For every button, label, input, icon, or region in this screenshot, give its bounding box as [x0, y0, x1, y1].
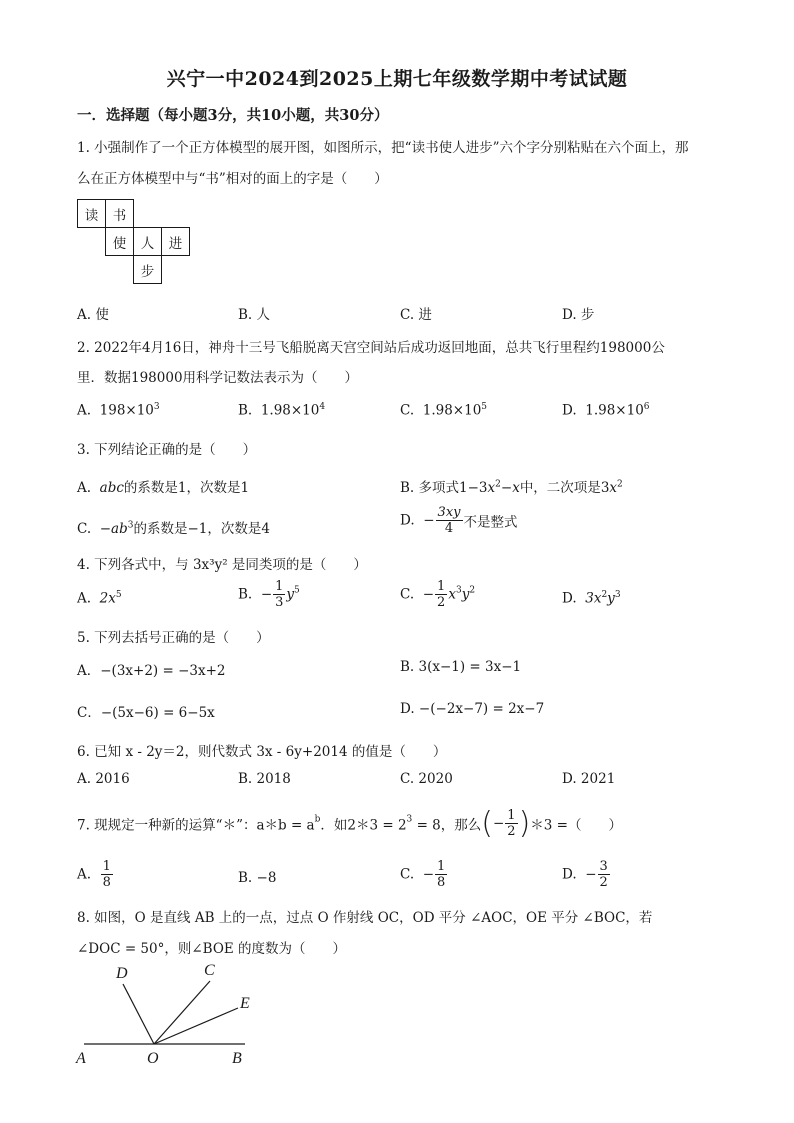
q4-option-c[interactable]: C. − $\frac{1}{2}$ $x^3y^2$: [400, 579, 476, 610]
net-cell: 使: [105, 227, 134, 256]
q4-option-b[interactable]: B. − $\frac{1}{3}$ $y^5$: [238, 579, 300, 610]
q7-option-d[interactable]: D. − $\frac{3}{2}$: [562, 859, 608, 890]
question-4-stem: 4. 下列各式中，与 3x³y² 是同类项的是（ ）: [77, 557, 367, 573]
q3-option-b[interactable]: B. 多项式$1-3x^2-x$中，二次项是$3x^2$: [400, 479, 623, 496]
q1-option-c[interactable]: C. 进: [400, 307, 432, 323]
label-a: A: [76, 1050, 86, 1067]
question-2-line-1: 2. 2022年4月16日，神舟十三号飞船脱离天宫空间站后成功返回地面，总共飞行里程约198000公: [77, 340, 665, 356]
q5-option-c[interactable]: C．−(5x−6) = 6−5x: [77, 705, 215, 721]
q6-option-d[interactable]: D. 2021: [562, 771, 616, 787]
question-7-stem: 7. 现规定一种新的运算“＊”：a＊b = $a^b$．如2＊3 = $2^3 = 8$，那么(− $\frac{1}{2}$ )＊3 =（ ）: [77, 806, 622, 841]
q6-option-a[interactable]: A. 2016: [77, 771, 130, 787]
section-heading: 一．选择题（每小题3分，共10小题，共30分）: [77, 107, 389, 124]
ray-oc: [154, 981, 210, 1044]
label-c: C: [204, 962, 215, 979]
q2-option-a[interactable]: A. $198\times 10^3$: [77, 402, 160, 419]
label-d: D: [116, 965, 128, 982]
label-e: E: [240, 995, 250, 1012]
label-o: O: [147, 1050, 159, 1067]
q1-option-d[interactable]: D. 步: [562, 307, 595, 323]
q2-option-c[interactable]: C. $1.98\times 10^5$: [400, 402, 488, 419]
label-b: B: [232, 1050, 242, 1067]
question-3-stem: 3. 下列结论正确的是（ ）: [77, 442, 257, 458]
net-cell: 书: [105, 199, 134, 228]
net-cell: 人: [133, 227, 162, 256]
net-cell: 步: [133, 255, 162, 284]
question-1-line-1: 1. 小强制作了一个正方体模型的展开图，如图所示，把“读书使人进步”六个字分别粘贴在六个面上，那: [77, 140, 689, 156]
q3-option-c[interactable]: C. $-ab^3$的系数是−1，次数是4: [77, 520, 270, 537]
q6-option-b[interactable]: B. 2018: [238, 771, 291, 787]
q1-option-a[interactable]: A. 使: [77, 307, 109, 323]
q7-option-a[interactable]: A. $\frac{1}{8}$: [77, 859, 111, 890]
q4-option-d[interactable]: D. $3x^2y^3$: [562, 590, 621, 607]
q6-option-c[interactable]: C. 2020: [400, 771, 453, 787]
q5-option-b[interactable]: B. 3(x−1) = 3x−1: [400, 659, 522, 675]
ray-oe: [154, 1008, 238, 1044]
q2-option-d[interactable]: D. $1.98\times 10^6$: [562, 402, 650, 419]
q7-option-b[interactable]: B. −8: [238, 870, 277, 886]
q4-option-a[interactable]: A. $2x^5$: [77, 590, 122, 607]
q5-option-d[interactable]: D. −(−2x−7) = 2x−7: [400, 701, 545, 717]
page-title: 兴宁一中2024到2025上期七年级数学期中考试试题: [166, 68, 628, 90]
q7-option-c[interactable]: C. − $\frac{1}{8}$: [400, 859, 446, 890]
question-1-line-2: 么在正方体模型中与“书”相对的面上的字是（ ）: [77, 171, 388, 187]
q1-option-b[interactable]: B. 人: [238, 307, 271, 323]
question-6-stem: 6. 已知 x - 2y＝2，则代数式 3x - 6y+2014 的值是（ ）: [77, 744, 447, 760]
net-cell: 读: [77, 199, 106, 228]
q3-option-d[interactable]: D. − $\frac{3xy}{4}$ 不是整式: [400, 505, 518, 536]
q3-option-a[interactable]: A. abc的系数是1，次数是1: [77, 480, 250, 496]
question-8-line-1: 8. 如图，O 是直线 AB 上的一点，过点 O 作射线 OC，OD 平分 ∠AOC，OE 平分 ∠BOC，若: [77, 910, 653, 926]
question-8-line-2: ∠DOC = 50°，则∠BOE 的度数为（ ）: [77, 941, 347, 957]
q2-option-b[interactable]: B. $1.98\times 10^4$: [238, 402, 326, 419]
net-cell: 进: [161, 227, 190, 256]
question-5-stem: 5. 下列去括号正确的是（ ）: [77, 630, 270, 646]
question-2-line-2: 里．数据198000用科学记数法表示为（ ）: [77, 370, 359, 386]
q5-option-a[interactable]: A．−(3x+2) = −3x+2: [77, 663, 226, 679]
ray-od: [123, 984, 154, 1044]
